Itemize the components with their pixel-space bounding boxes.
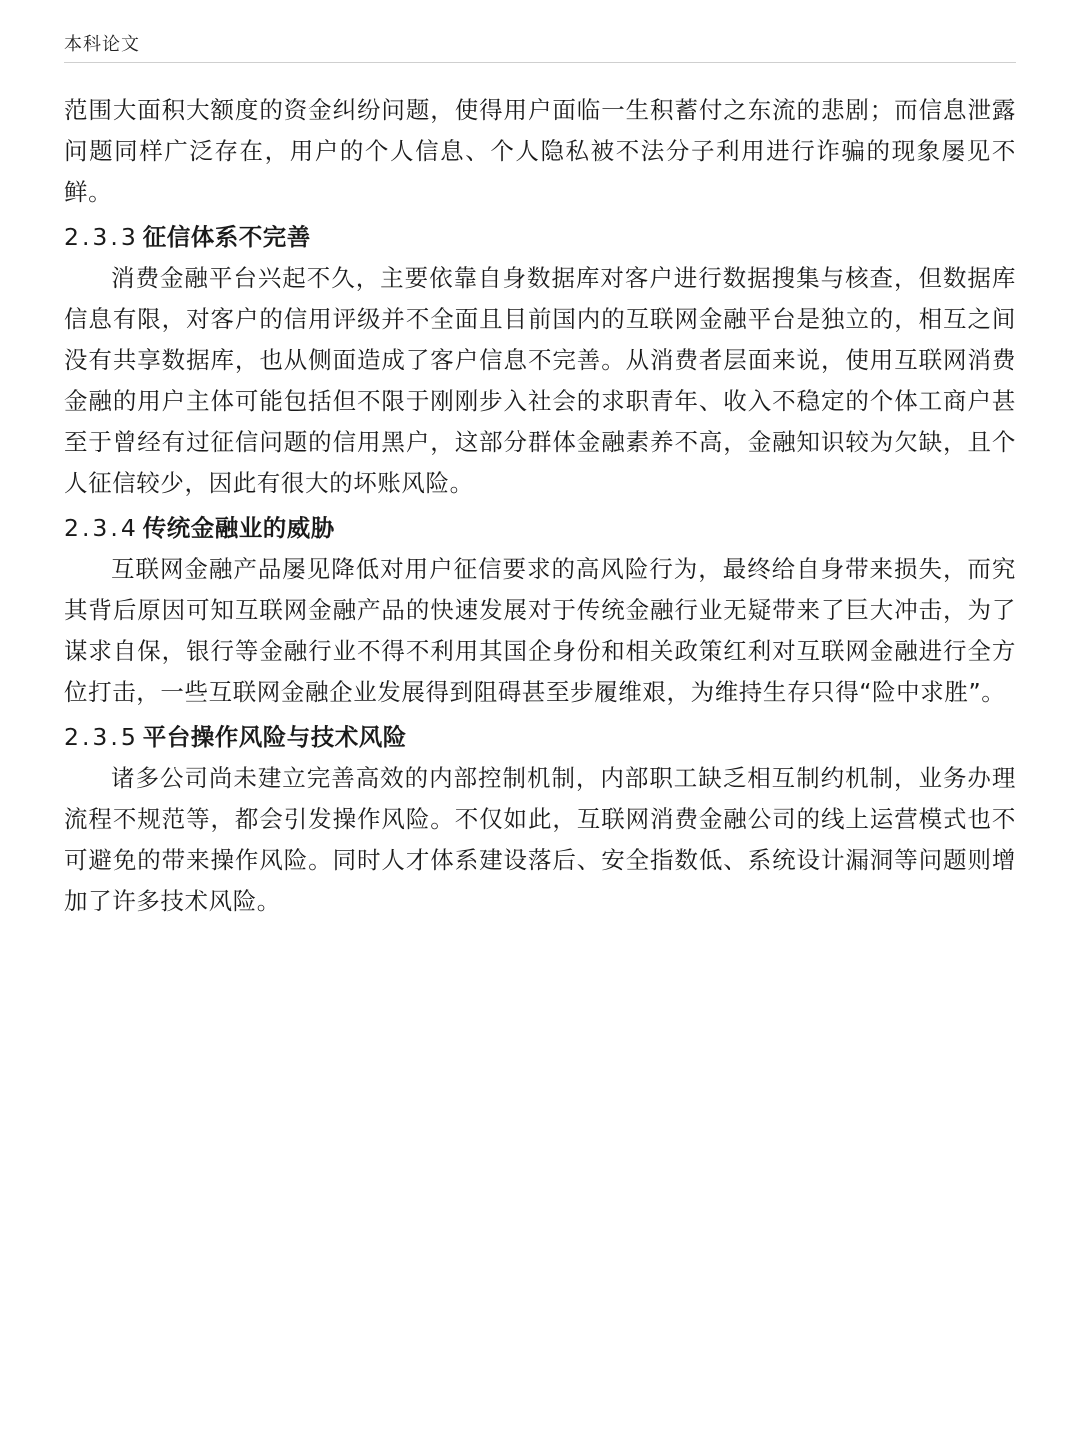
section-paragraph: 消费金融平台兴起不久，主要依靠自身数据库对客户进行数据搜集与核查，但数据库信息有限，对客户的信用评级并不全面且目前国内的互联网金融平台是独立的，相互之间没有共享数据库，也从侧面造成了客户信息不完善。从消费者层面来说，使用互联网消费金融的用户主体可能包括但不限于刚刚步入社会的求职青年、收入不稳定的个体工商户甚至于曾经有过征信问题的信用黑户，这部分群体金融素养不高，金融知识较为欠缺，且个人征信较少，因此有很大的坏账风险。 <box>64 264 1016 497</box>
running-header: 本科论文 <box>64 34 140 55</box>
section-heading <box>64 508 1016 549</box>
section-paragraph: 诸多公司尚未建立完善高效的内部控制机制，内部职工缺乏相互制约机制，业务办理流程不规范等，都会引发操作风险。不仅如此，互联网消费金融公司的线上运营模式也不可避免的带来操作风险。同时人才体系建设落后、安全指数低、系统设计漏洞等问题则增加了许多技术风险。 <box>64 764 1016 915</box>
document-body <box>64 90 1016 922</box>
section-paragraph: 互联网金融产品屡见降低对用户征信要求的高风险行为，最终给自身带来损失，而究其背后原因可知互联网金融产品的快速发展对于传统金融行业无疑带来了巨大冲击，为了谋求自保，银行等金融行业不得不利用其国企身份和相关政策红利对互联网金融进行全方位打击，一些互联网金融企业发展得到阻碍甚至步履维艰，为维持生存只得“险中求胜”。 <box>64 555 1016 706</box>
header-divider <box>64 62 1016 63</box>
section-2-3-3 <box>64 217 1016 504</box>
section-title: 征信体系不完善 <box>142 223 311 251</box>
section-number: 2.3.3 <box>64 223 139 251</box>
section-title: 平台操作风险与技术风险 <box>142 723 407 751</box>
section-2-3-4 <box>64 508 1016 713</box>
intro-paragraph: 范围大面积大额度的资金纠纷问题，使得用户面临一生积蓄付之东流的悲剧；而信息泄露问题同样广泛存在，用户的个人信息、个人隐私被不法分子利用进行诈骗的现象屡见不鲜。 <box>64 96 1016 206</box>
section-2-3-5 <box>64 717 1016 922</box>
section-title: 传统金融业的威胁 <box>142 514 335 542</box>
section-number: 2.3.5 <box>64 723 139 751</box>
section-heading <box>64 217 1016 258</box>
section-number: 2.3.4 <box>64 514 139 542</box>
section-heading <box>64 717 1016 758</box>
